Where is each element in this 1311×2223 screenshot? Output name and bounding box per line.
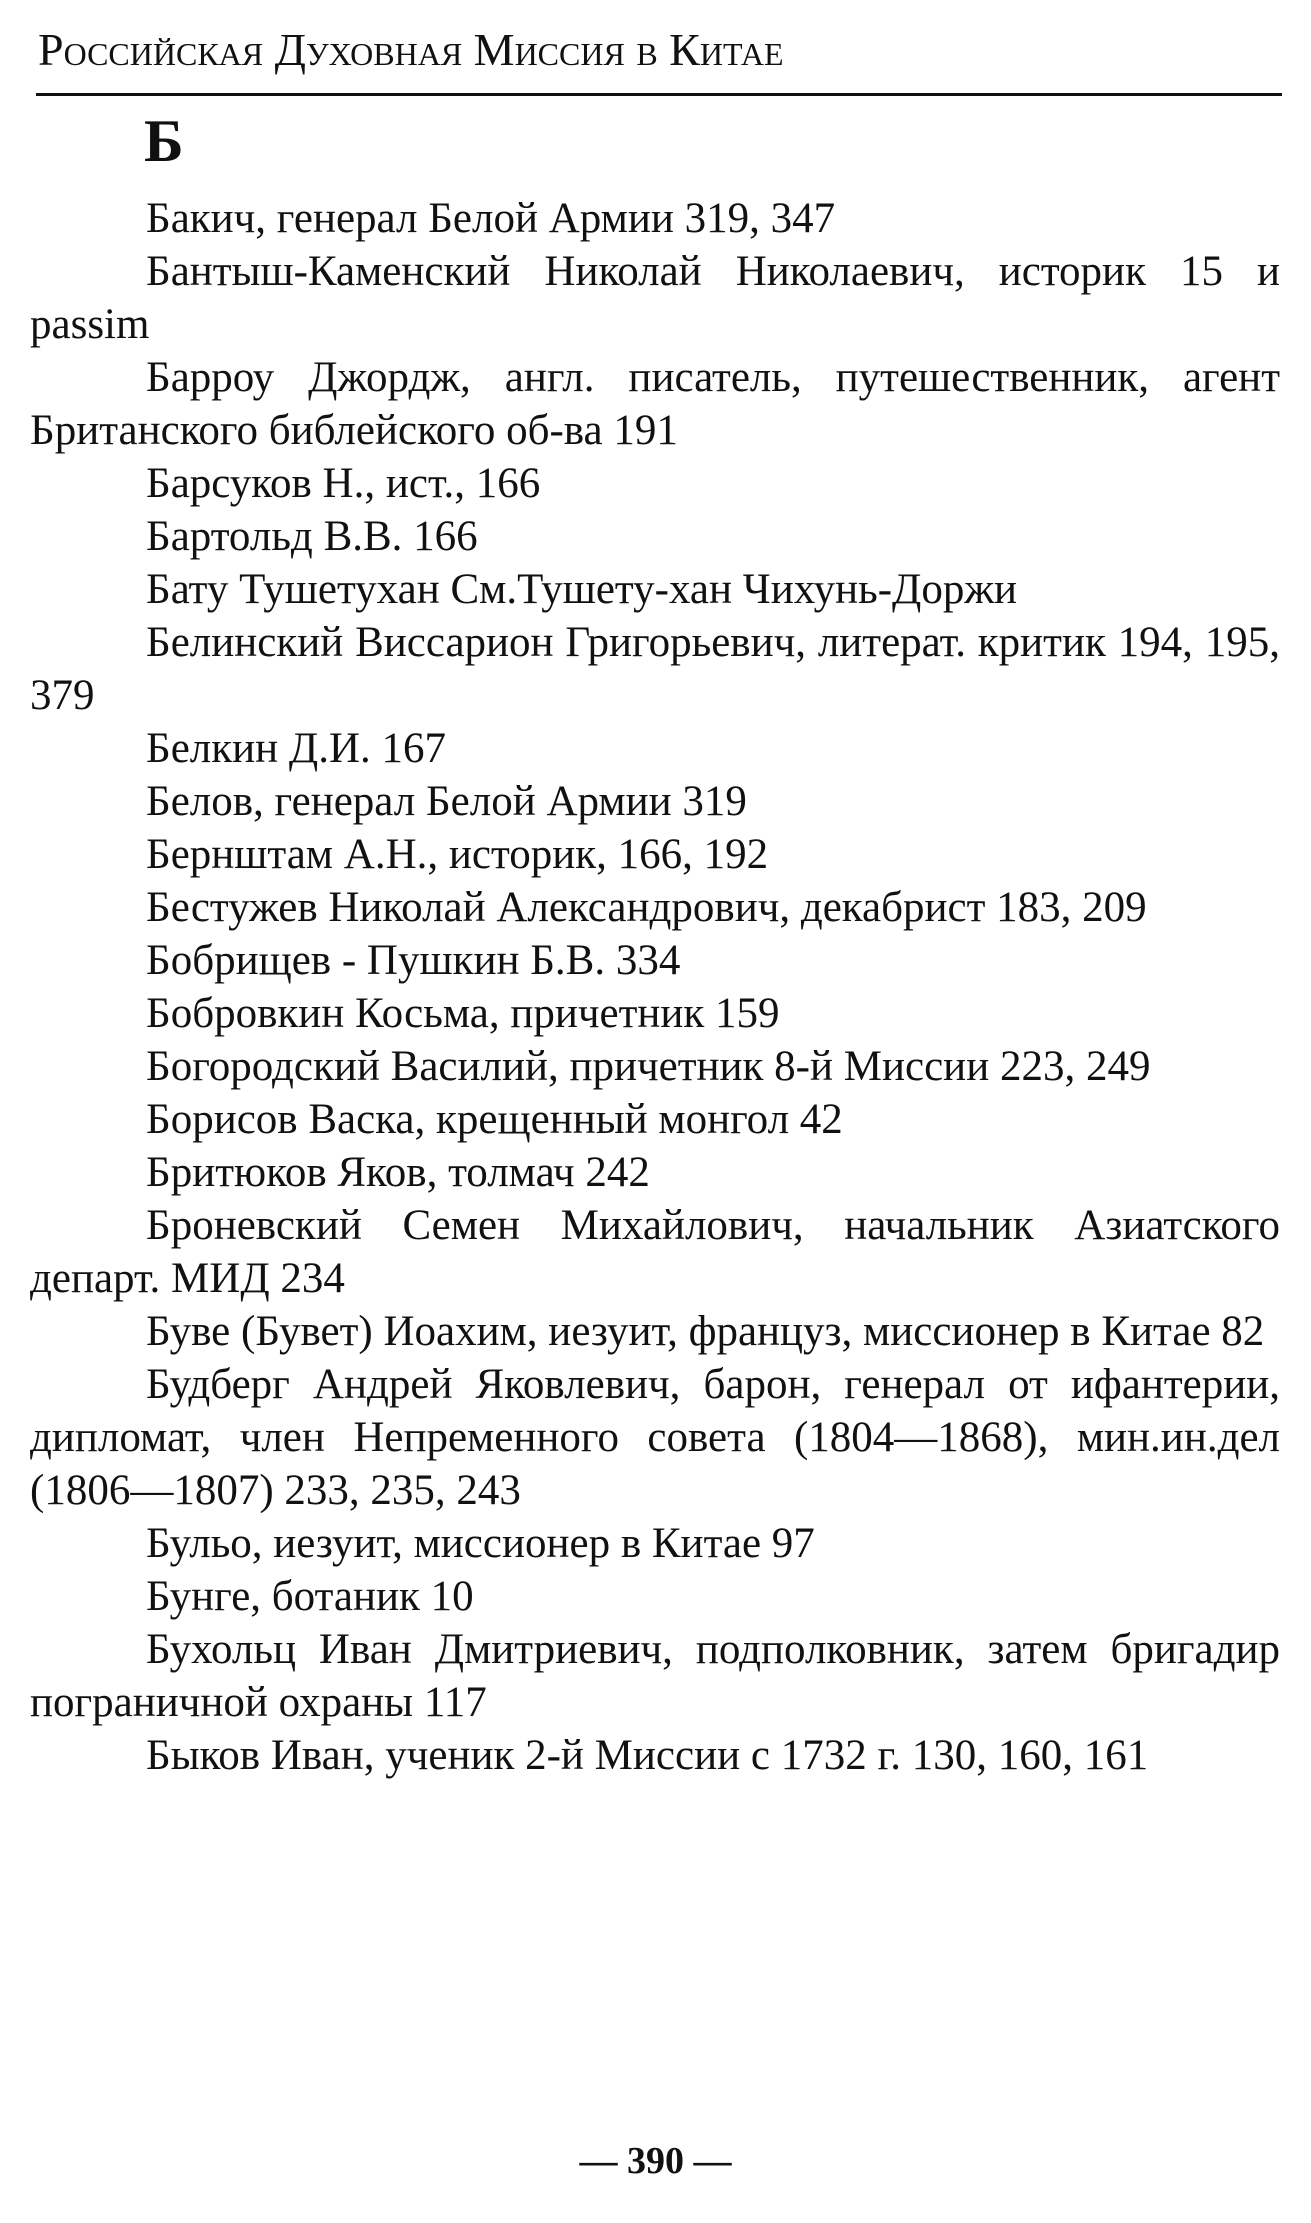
index-entries [30,192,1280,1782]
index-entry: Бобровкин Косьма, причетник 159 [146,990,780,1037]
index-entry: Белов, генерал Белой Армии 319 [146,778,747,825]
index-entry: Белкин Д.И. 167 [146,725,447,772]
index-entry: Бобрищев - Пушкин Б.В. 334 [146,937,681,984]
index-entry: Будберг Андрей Яковлевич, барон, генерал от ифантерии, дипломат, член Непременного совета (1804—1868), мин.ин.дел (1806—1807) 233, 235, 243 [30,1361,1280,1514]
index-entry: Бульо, иезуит, миссионер в Китае 97 [146,1520,815,1567]
index-entry: Буве (Бувет) Иоахим, иезуит, француз, миссионер в Китае 82 [146,1308,1265,1355]
index-entry: Броневский Семен Михайлович, начальник Азиатского департ. МИД 234 [30,1202,1280,1302]
index-entry: Бестужев Николай Александрович, декабрист 183, 209 [146,884,1147,931]
running-head: Российская Духовная Миссия в Китае [38,24,784,75]
index-entry: Богородский Василий, причетник 8-й Миссии 223, 249 [146,1043,1151,1090]
index-entry: Барсуков Н., ист., 166 [146,460,541,507]
index-entry: Бухольц Иван Дмитриевич, подполковник, затем бригадир пограничной охраны 117 [30,1626,1280,1726]
index-entry: Барроу Джордж, англ. писатель, путешественник, агент Британского библейского об-ва 191 [30,354,1280,454]
index-entry: Бату Тушетухан См.Тушету-хан Чихунь-Доржи [146,566,1018,613]
page-number: — 390 — [579,2140,732,2182]
index-entry: Бунге, ботаник 10 [146,1573,474,1620]
index-entry: Бантыш-Каменский Николай Николаевич, историк 15 и passim [30,248,1280,348]
index-entry: Быков Иван, ученик 2-й Миссии с 1732 г. 130, 160, 161 [146,1732,1149,1779]
header-rule [36,93,1282,96]
index-entry: Бернштам А.Н., историк, 166, 192 [146,831,769,878]
index-entry: Бритюков Яков, толмач 242 [146,1149,650,1196]
index-entry: Борисов Васка, крещенный монгол 42 [146,1096,843,1143]
section-letter: Б [144,108,184,174]
index-entry: Бартольд В.В. 166 [146,513,478,560]
index-entry: Белинский Виссарион Григорьевич, литерат. критик 194, 195, 379 [30,619,1280,719]
index-entry: Бакич, генерал Белой Армии 319, 347 [146,195,836,242]
